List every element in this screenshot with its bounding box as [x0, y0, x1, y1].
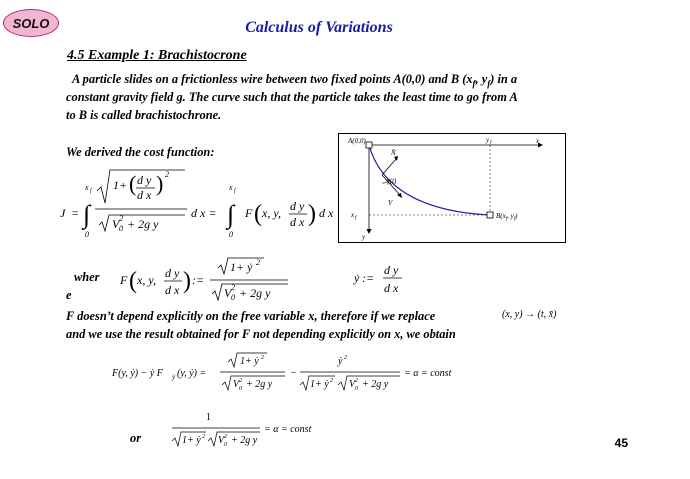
F-paren-close: ): [308, 201, 316, 227]
label-V: V: [388, 199, 393, 207]
V0-sq-1: 2: [119, 214, 123, 223]
def-symbol-1: :=: [192, 273, 205, 287]
alpha-const-2: = α = const: [264, 424, 312, 435]
paren-open: (: [129, 171, 137, 196]
dy-3: d y: [165, 266, 180, 280]
denom-rest-2: + 2g y: [239, 286, 271, 300]
brachistochrone-diagram: [338, 133, 566, 243]
dy-1: d y: [137, 173, 152, 187]
upper-limit-2: x: [229, 183, 233, 192]
label-N: N̂: [391, 149, 396, 157]
replacement-expression: (x, y) → (t, x̄): [502, 309, 557, 320]
label-yf-top: y: [486, 136, 490, 144]
lower-limit-2: 0: [229, 230, 233, 239]
where-label-1: wher: [74, 270, 100, 284]
paren-close: ): [156, 171, 164, 196]
where-label-2: e: [66, 288, 72, 302]
label-B: $B(x_f$, $y_f$): [496, 212, 518, 222]
upper-limit-2-sub: f: [234, 188, 236, 194]
upper-limit-1-sub: f: [90, 188, 92, 194]
point-A: [366, 142, 372, 148]
V0-2: V: [224, 286, 232, 300]
final-equation: [168, 406, 358, 454]
sqrt-one-plus-ydot-1: 1+ ẏ: [230, 260, 253, 274]
V0-5: V: [218, 435, 225, 446]
equals-sign: =: [71, 206, 80, 220]
dx-2: d x: [290, 215, 305, 229]
V0-sub-3: 0: [239, 386, 242, 392]
lower-limit-1: 0: [85, 230, 89, 239]
ydot-definition-equation: [352, 256, 412, 302]
integral-sign-1: ∫: [83, 200, 91, 229]
square-1: 2: [165, 170, 169, 179]
beltrami-sub: ẏ: [172, 373, 176, 381]
V0-sub-1: 0: [119, 224, 123, 233]
slide-title: Calculus of Variations: [245, 19, 393, 36]
denom-rest-4: + 2g y: [362, 379, 389, 390]
beltrami-lhs: F(y, ẏ) − ẏ F: [112, 368, 163, 379]
ydot-sq-4: 2: [202, 434, 205, 440]
intro-line-3: to B is called brachistochrone.: [66, 108, 222, 122]
diagram-frame: [339, 134, 566, 243]
V0-sub-2: 0: [231, 293, 235, 302]
J-symbol: J: [60, 206, 66, 220]
one-plus-1: 1+: [113, 178, 128, 192]
label-y-axis: y: [362, 233, 366, 241]
ydot-sq-3: 2: [330, 378, 333, 384]
sqrt-one-plus-ydot-4: 1+ ẏ: [182, 435, 201, 446]
ydot-numerator-sq: 2: [344, 355, 347, 361]
V0-4: V: [349, 379, 356, 390]
solo-logo: SOLO: [3, 9, 59, 37]
F2-paren-close: ): [183, 268, 191, 294]
denom-rest-3: + 2g y: [246, 379, 273, 390]
ydot-symbol: ẏ: [354, 271, 360, 285]
page-number: 45: [614, 436, 628, 450]
sqrt-one-plus-ydot-3: 1+ ẏ: [310, 379, 329, 390]
label-x-axis: x: [536, 137, 540, 145]
integral-sign-2: ∫: [227, 200, 235, 229]
dx-equals: d x =: [191, 206, 217, 220]
cost-function-equation: [55, 165, 345, 245]
free-variable-line-2: and we use the result obtained for F not depending explicitly on x, we obtain: [66, 327, 456, 341]
V0-sq-3: 2: [239, 378, 242, 384]
numerator-one: 1: [206, 412, 211, 423]
F2-paren-open: (: [129, 268, 137, 294]
dx-3: d x: [165, 283, 180, 297]
F-symbol-2: F: [120, 273, 128, 287]
V0-sub-4: 0: [355, 386, 358, 392]
V0-sq-5: 2: [224, 434, 227, 440]
V0-sq-2: 2: [231, 283, 235, 292]
F-dx: d x: [319, 206, 334, 220]
dy-2: d y: [290, 199, 305, 213]
F-args-1: x, y,: [262, 206, 281, 220]
minus-sign: −: [290, 368, 297, 379]
dy-4: d y: [384, 263, 399, 277]
F-symbol-1: F: [245, 206, 253, 220]
label-gamma: γ(t): [387, 177, 397, 185]
ydot-sq-1: 2: [256, 258, 260, 267]
free-variable-line-1: F doesn’t depend explicitly on the free variable x, therefore if we replace: [66, 309, 436, 323]
sqrt-one-plus-ydot-2: 1+ ẏ: [240, 356, 259, 367]
label-xf-sub: f: [355, 216, 357, 221]
or-label: or: [130, 431, 142, 445]
F-definition-equation: [118, 252, 293, 308]
point-B: [487, 212, 493, 218]
V0-3: V: [233, 379, 240, 390]
label-yf-top-sub: f: [490, 141, 492, 146]
F-args-2: x, y,: [137, 273, 156, 287]
alpha-const-1: = α = const: [404, 368, 452, 379]
upper-limit-1: x: [85, 183, 89, 192]
beltrami-args: (y, ẏ) =: [177, 368, 207, 379]
beltrami-equation: [110, 350, 452, 398]
ydot-sq-2: 2: [261, 355, 264, 361]
denom-rest-5: + 2g y: [231, 435, 258, 446]
dx-1: d x: [137, 188, 152, 202]
V0-1: V: [112, 217, 120, 231]
V0-sq-4: 2: [355, 378, 358, 384]
F-paren-open: (: [254, 201, 262, 227]
ydot-numerator: ẏ: [338, 356, 343, 367]
intro-line-2: constant gravity field g. The curve such that the particle takes the least time to go from A: [66, 90, 518, 104]
label-A: A(0,0): [348, 137, 366, 145]
dx-4: d x: [384, 281, 399, 295]
intro-line-1: A particle slides on a frictionless wire between two fixed points A(0,0) and B ($x_f$, $y_f$) in a: [72, 72, 518, 89]
derived-label: We derived the cost function:: [66, 145, 215, 159]
label-xf: x: [351, 211, 355, 219]
def-symbol-2: :=: [362, 271, 375, 285]
denom-rest-1: + 2g y: [127, 217, 159, 231]
section-heading: 4.5 Example 1: Brachistocrone: [67, 48, 247, 63]
V0-sub-5: 0: [224, 442, 227, 448]
